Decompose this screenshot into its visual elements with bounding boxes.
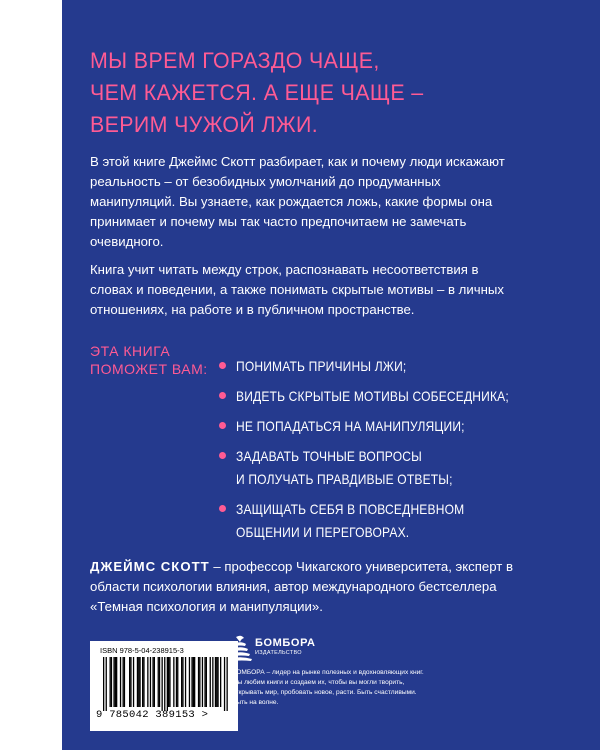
isbn-label: ISBN 978-5-04-238915-3 <box>100 646 184 655</box>
barcode-bar <box>152 657 153 707</box>
helps-label-line-2: ПОМОЖЕТ ВАМ: <box>90 361 208 377</box>
publisher-name: БОМБОРА <box>255 637 316 649</box>
barcode-bar <box>204 657 205 707</box>
barcode-bar <box>138 657 139 707</box>
benefit-text: ПОНИМАТЬ ПРИЧИНЫ ЛЖИ; <box>236 358 407 374</box>
author-bio <box>90 557 530 617</box>
publisher-description: БОМБОРА – лидер на рынке полезных и вдохновляющих книг. Мы любим книги и создаем их, чтобы вы могли творить, открывать мир, пробовать новое, расти. Быть счастливыми. Быть на волне. <box>232 669 424 706</box>
bullet-dot-icon <box>219 422 226 429</box>
barcode-panel <box>90 641 238 731</box>
bullet-dot-icon <box>219 505 226 512</box>
stacked-wave-logo-icon <box>232 633 254 663</box>
barcode-bar <box>181 657 182 707</box>
barcode-bar <box>120 657 121 707</box>
barcode-bar <box>173 657 174 707</box>
benefit-text: НЕ ПОПАДАТЬСЯ НА МАНИПУЛЯЦИИ; <box>236 418 465 434</box>
barcode-bar <box>150 657 151 707</box>
headline <box>90 45 424 141</box>
benefit-item <box>219 498 576 544</box>
benefit-item <box>219 415 576 438</box>
barcode-bar <box>194 657 195 707</box>
barcode-bar <box>147 657 148 707</box>
barcode-bar <box>106 657 107 711</box>
benefit-item <box>219 445 576 491</box>
barcode-bar <box>193 657 194 707</box>
benefit-text: ЗАДАВАТЬ ТОЧНЫЕ ВОПРОСЫ И ПОЛУЧАТЬ ПРАВДИВЫЕ ОТВЕТЫ; <box>236 448 453 487</box>
barcode-bar <box>110 657 111 707</box>
barcode-bar <box>158 657 159 707</box>
barcode-bar <box>139 657 140 707</box>
barcode-bar <box>133 657 134 707</box>
back-cover <box>62 0 600 750</box>
barcode-bar <box>103 657 104 711</box>
barcode-bar <box>191 657 192 707</box>
helps-label-line-1: ЭТА КНИГА <box>90 343 171 359</box>
barcode-bar <box>113 657 114 707</box>
barcode-bar <box>198 657 199 707</box>
barcode-bar <box>220 657 221 707</box>
barcode-bar <box>199 657 200 707</box>
benefit-item <box>219 355 576 378</box>
benefit-text: ВИДЕТЬ СКРЫТЫЕ МОТИВЫ СОБЕСЕДНИКА; <box>236 388 509 404</box>
barcode-bar <box>176 657 177 707</box>
bullet-dot-icon <box>219 362 226 369</box>
barcode-bar <box>210 657 211 707</box>
barcode-bar <box>167 657 168 711</box>
barcode-bar <box>162 657 163 711</box>
bullet-dot-icon <box>219 392 226 399</box>
barcode-bar <box>227 657 228 711</box>
barcode-bar <box>111 657 112 707</box>
barcode-digits: 9 785042 389153 > <box>96 709 209 721</box>
benefit-item <box>219 385 576 408</box>
barcode-bar <box>116 657 117 707</box>
barcode-bar <box>215 657 216 707</box>
headline-line-2: ЧЕМ КАЖЕТСЯ. А ЕЩЕ ЧАЩЕ – <box>90 80 424 105</box>
barcode-bar <box>154 657 155 707</box>
barcode-bar <box>169 657 170 707</box>
barcode-bar <box>224 657 225 711</box>
barcode-bar <box>159 657 160 707</box>
barcode-bar <box>168 657 169 707</box>
barcode-bar <box>212 657 213 707</box>
barcode <box>95 657 233 711</box>
barcode-bar <box>189 657 190 707</box>
barcode-bar <box>177 657 178 707</box>
barcode-bar <box>143 657 144 707</box>
barcode-bar <box>185 657 186 707</box>
barcode-bar <box>202 657 203 707</box>
publisher-subtitle: ИЗДАТЕЛЬСТВО <box>255 650 302 656</box>
barcode-bar <box>164 657 165 711</box>
barcode-bar <box>137 657 138 707</box>
benefit-text: ЗАЩИЩАТЬ СЕБЯ В ПОВСЕДНЕВНОМ ОБЩЕНИИ И ПЕРЕГОВОРАХ. <box>236 501 465 540</box>
barcode-bar <box>124 657 125 707</box>
barcode-bar <box>216 657 217 707</box>
barcode-bar <box>129 657 130 707</box>
barcode-bar <box>123 657 124 707</box>
barcode-bar <box>217 657 218 707</box>
author-bio-text: – профессор Чикагского университета, эксперт в области психологии влияния, автор международного бестселлера «Темная психология и манипуляции». <box>90 559 514 614</box>
author-name: ДЖЕЙМС СКОТТ <box>90 559 210 574</box>
description-paragraph-1: В этой книге Джеймс Скотт разбирает, как и почему люди искажают реальность – от безобидных умолчаний до продуманных манипуляций. Вы узнаете, как рождается ложь, какие формы она принимает и почему мы так часто предпочитаем не замечать очевидного. <box>90 154 505 249</box>
headline-line-1: МЫ ВРЕМ ГОРАЗДО ЧАЩЕ, <box>90 48 380 73</box>
headline-line-3: ВЕРИМ ЧУЖОЙ ЛЖИ. <box>90 112 319 137</box>
bullet-dot-icon <box>219 452 226 459</box>
barcode-bar <box>206 657 207 707</box>
helps-label <box>90 342 208 378</box>
barcode-bar <box>130 657 131 707</box>
barcode-bar <box>182 657 183 707</box>
description-paragraph-2: Книга учит читать между строк, распознавать несоответствия в словах и поведении, а также понимать скрытые мотивы – в личных отношениях, на работе и в публичном пространстве. <box>90 262 504 317</box>
barcode-bar <box>142 657 143 707</box>
barcode-bar <box>115 657 116 707</box>
